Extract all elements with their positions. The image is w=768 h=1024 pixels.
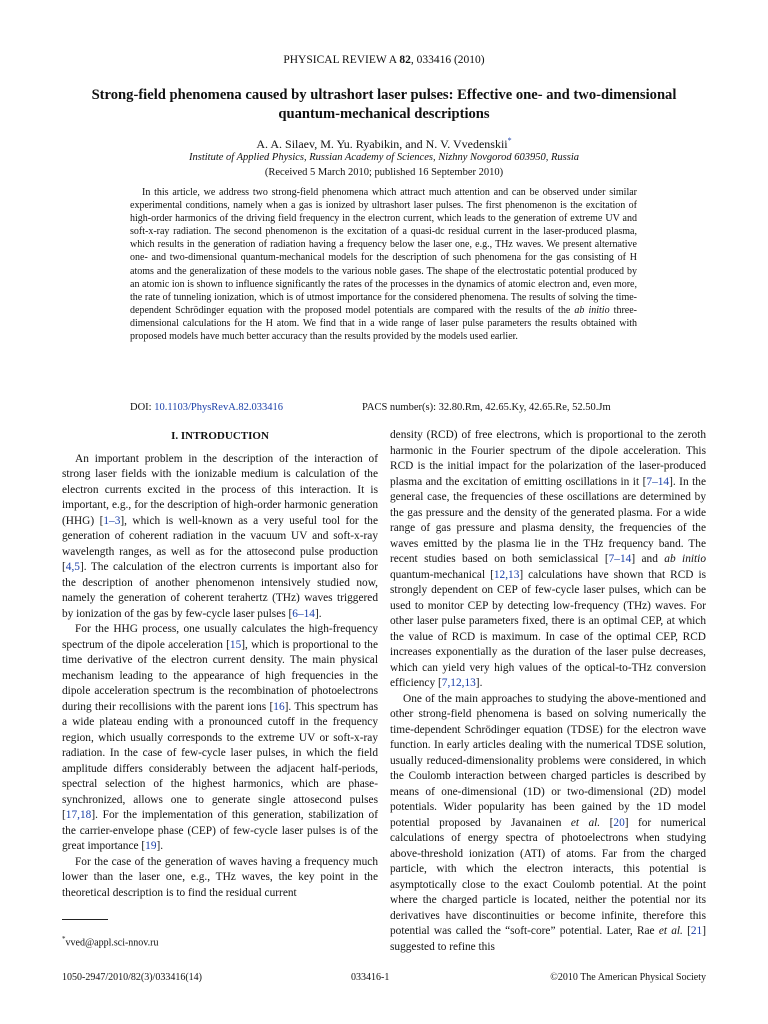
journal-volume: 82 xyxy=(399,54,411,66)
pacs-numbers: PACS number(s): 32.80.Rm, 42.65.Ky, 42.65.Re, 52.50.Jm xyxy=(362,402,611,413)
journal-header xyxy=(0,54,768,66)
footnote xyxy=(62,935,158,948)
citation-link[interactable]: 1–3 xyxy=(103,514,121,527)
footnote-mark: * xyxy=(62,935,66,943)
author-footnote-mark[interactable]: * xyxy=(507,136,512,145)
journal-article: , 033416 (2010) xyxy=(410,54,485,66)
footer-page-number: 033416-1 xyxy=(351,972,390,983)
footer-copyright: ©2010 The American Physical Society xyxy=(550,972,706,983)
citation-link[interactable]: 15 xyxy=(229,638,242,651)
abstract-text-2: three-dimensional calculations for the H atom. We find that in a wide range of laser pulse parameters the results obtained with proposed models have much better accuracy than the results provided by the models used earlier. xyxy=(130,304,637,343)
received-date: (Received 5 March 2010; published 16 September 2010) xyxy=(264,167,504,178)
paragraph: One of the main approaches to studying the above-mentioned and other strong-field phenomena is based on solving numerically the time-dependent Schrödinger equation (TDSE) for the electron wave function. In early articles dealing with the numerical TDSE solution, usually reduced-dimensionality problems were considered, in which the Coulomb interaction between charged particles is described by means of one-dimensional (1D) or two-dimensional (2D) model potentials. Wider popularity has been gained by the 1D model potential proposed by Javanainen et al. [20] for numerical calculations of energy spectra of photoelectrons when studying above-threshold ionization (ATI) of atoms. Far from the charged particle, with which the electron interacts, this potential is asymptotically close to the exact Coulomb potential. At the point where the charged particle is located, neither the potential nor its derivatives have discontinuities or become infinite, therefore this potential was called the “soft-core” potential. Later, Rae et al. [21] suggested to refine this xyxy=(390,692,707,953)
doi-pacs-line xyxy=(130,402,637,413)
citation-link[interactable]: 16 xyxy=(273,700,285,713)
citation-link[interactable]: 20 xyxy=(613,816,625,829)
citation-link[interactable]: 12,13 xyxy=(493,568,520,581)
citation-link[interactable]: 7–14 xyxy=(646,475,670,488)
citation-link[interactable]: 7,12,13 xyxy=(441,677,476,689)
paper-title: Strong-field phenomena caused by ultrashort laser pulses: Effective one- and two-dimensional quantum-mechanical descriptions xyxy=(91,87,677,122)
citation-link[interactable]: 4,5 xyxy=(65,561,80,573)
footnote-email[interactable]: vved@appl.sci-nnov.ru xyxy=(65,937,159,949)
author-list xyxy=(0,136,768,152)
doi-label: DOI: xyxy=(130,402,155,413)
paragraph: An important problem in the description of the interaction of strong laser fields with the ionizable medium is calculation of the electron currents excited in the process of this interaction. It is important, e.g., for the description of high-order harmonic generation (HHG) [1–3], which is well-known as a very useful tool for the generation of coherent radiation in the vacuum UV and soft-x-ray wavelength ranges, as well as for the attosecond pulse production [4,5]. The calculation of the electron currents is important also for the description of another phenomenon intensively studied now, namely the generation of coherent terahertz (THz) waves triggered by ionization of the gas by few-cycle laser pulses [6–14]. xyxy=(62,452,378,620)
footnote-rule xyxy=(62,919,108,920)
affiliation: Institute of Applied Physics, Russian Academy of Sciences, Nizhny Novgorod 603950, Russia xyxy=(188,152,579,163)
left-column xyxy=(62,428,378,901)
abstract xyxy=(130,186,637,343)
citation-link[interactable]: 7–14 xyxy=(608,553,632,565)
paragraph: For the HHG process, one usually calculates the high-frequency spectrum of the dipole acceleration [15], which is proportional to the time derivative of the electron current density. The main physical mechanism leading to the appearance of high frequencies in the dipole acceleration spectrum is the recombination of photoelectrons during their recollisions with the parent ions [16]. This spectrum has a wide plateau ending with a pronounced cutoff in the frequency region, which usually corresponds to the extreme UV or soft-x-ray radiation. In the case of few-cycle laser pulses, in which the field amplitude differs considerably between the adjacent half-periods, spectral selection of the highest harmonics, which are phase-synchronized, allows one to generate single attosecond pulses [17,18]. For the implementation of this generation, stabilization of the carrier-envelope phase (CEP) of few-cycle laser pulses is of the great importance [19]. xyxy=(62,623,378,852)
section-heading: I. INTRODUCTION xyxy=(171,430,269,442)
citation-link[interactable]: 17,18 xyxy=(65,809,92,821)
journal-name: PHYSICAL REVIEW A xyxy=(283,54,397,66)
right-column xyxy=(390,428,706,955)
abstract-italic: ab initio xyxy=(574,304,610,316)
doi-link[interactable]: 10.1103/PhysRevA.82.033416 xyxy=(154,402,284,413)
citation-link[interactable]: 19 xyxy=(145,840,157,852)
abstract-text-1: In this article, we address two strong-field phenomena which attract much attention and can be observed under similar experimental conditions, namely when a gas is ionized by ultrashort laser pulses. The first phenomenon is the excitation of high-order harmonics of the driving field frequency in the electron current, which leads to the generation of extreme UV and soft-x-ray radiation. The second phenomenon is the excitation of a quasi-dc residual current in the laser-produced plasma, which results in the generation of radiation having a frequency below the laser one, e.g., THz waves. We present alternative one- and two-dimensional quantum-mechanical models for the description of such phenomena for the gas consisting of H atoms and the generalization of these models to the various noble gases. The shape of the electrostatic potential produced by an atomic ion is shown to influence significantly the rates of the processes in the dynamics of atomic electron and, even more, the rate of tunneling ionization, which is of utmost importance for the considered phenomena. The results of solving the time-dependent Schrödinger equation with the proposed model potentials are compared with the results of the xyxy=(130,187,637,316)
author-names: A. A. Silaev, M. Yu. Ryabikin, and N. V. Vvedenskii xyxy=(256,137,508,151)
paragraph: For the case of the generation of waves having a frequency much lower than the laser one, e.g., THz waves, the key point in the theoretical description is to find the residual current xyxy=(62,855,378,899)
citation-link[interactable]: 6–14 xyxy=(292,607,315,620)
citation-link[interactable]: 21 xyxy=(690,925,703,937)
footer-issn: 1050-2947/2010/82(3)/033416(14) xyxy=(62,972,202,983)
paragraph: density (RCD) of free electrons, which is proportional to the zeroth harmonic in the Fourier spectrum of the dipole acceleration. This RCD is the initial impact for the polarization of the laser-produced plasma and the excitation of emitting oscillations in it [7–14]. In the general case, the frequencies of these oscillations are determined by the gas pressure and the density of the generated plasma. For a wide range of gas pressure and plasma density, the frequencies of the waves emitted by the plasma lie in the THz frequency band. The recent studies based on both semiclassical [7–14] and ab initio quantum-mechanical [12,13] calculations have shown that RCD is strongly dependent on CEP of few-cycle laser pulses, which can be used to monitor CEP by detecting low-frequency (THz) waves. For other laser pulse parameters fixed, there is an optimal CEP, at which the value of RCD is maximum. In case of the optimal CEP, RCD increases exponentially as the duration of the laser pulse decreases, which can yield very high values of the optical-to-THz conversion efficiency [7,12,13]. xyxy=(390,429,707,689)
